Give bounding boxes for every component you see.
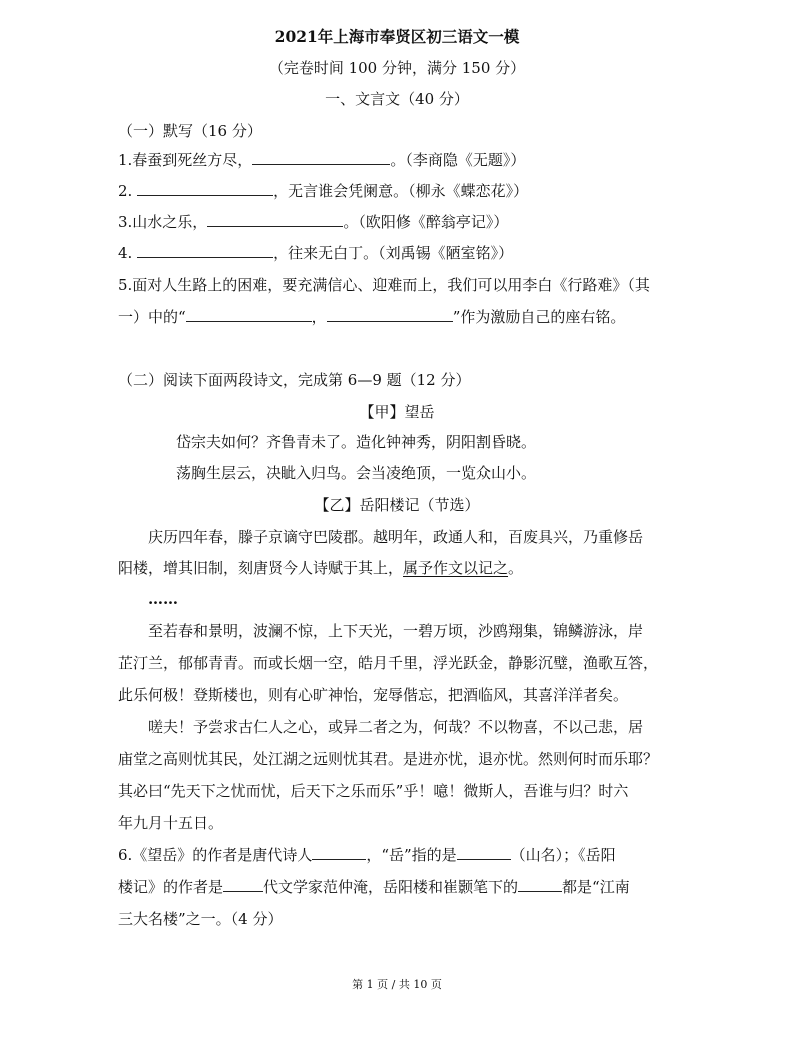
answer-blank[interactable]	[312, 845, 366, 860]
question-2-number: 2.	[118, 182, 138, 200]
question-6-text-e: 代文学家范仲淹，岳阳楼和崔颢笔下的	[263, 878, 519, 896]
text-yi-p3-line4: 年九月十五日。	[118, 814, 224, 832]
text-yi-p2-line1: 至若春和景明，波澜不惊，上下天光，一碧万顷，沙鸥翔集，锦鳞游泳，岸	[148, 622, 644, 640]
poem-jia-line2: 荡胸生层云，决眦入归鸟。会当凌绝顶，一览众山小。	[176, 464, 537, 482]
question-5-lead: 一）中的“	[118, 308, 186, 326]
question-1	[118, 150, 525, 170]
question-4-text: ，往来无白丁。（刘禹锡《陋室铭》）	[273, 244, 514, 262]
answer-blank[interactable]	[207, 212, 343, 227]
question-6-line2	[118, 877, 630, 897]
question-3-source: 。（欧阳修《醉翁亭记》）	[343, 213, 509, 231]
text-yi-p1-line2	[118, 558, 523, 578]
ellipsis: ……	[148, 590, 178, 608]
part1-heading: （一）默写（16 分）	[118, 122, 262, 140]
answer-blank[interactable]	[186, 307, 312, 322]
question-1-text: 1.春蚕到死丝方尽，	[118, 151, 253, 169]
text-yi-p1-line1: 庆历四年春，滕子京谪守巴陵郡。越明年，政通人和，百废具兴，乃重修岳	[148, 528, 644, 546]
poem-jia-line1: 岱宗夫如何？齐鲁青未了。造化钟神秀，阴阳割昏晓。	[176, 433, 537, 451]
underlined-sentence: 属予作文以记之	[403, 559, 509, 577]
answer-blank[interactable]	[137, 243, 273, 258]
question-6-line3: 三大名楼”之一。（4 分）	[118, 910, 283, 928]
answer-blank[interactable]	[223, 877, 263, 892]
question-4-number: 4.	[118, 244, 138, 262]
question-6-line1	[118, 845, 616, 865]
exam-subtitle: （完卷时间 100 分钟，满分 150 分）	[268, 59, 526, 77]
exam-title: 2021年上海市奉贤区初三语文一模	[274, 27, 520, 46]
answer-blank[interactable]	[137, 181, 273, 196]
question-6-text-c: （山名）；《岳阳	[510, 846, 616, 864]
question-6-text-a: 6.《望岳》的作者是唐代诗人	[118, 846, 313, 864]
answer-blank[interactable]	[457, 845, 511, 860]
answer-blank[interactable]	[518, 877, 562, 892]
question-3-text: 3.山水之乐，	[118, 213, 208, 231]
text-yi-p3-line2: 庙堂之高则忧其民，处江湖之远则忧其君。是进亦忧，退亦忧。然则何时而乐耶？	[118, 750, 659, 768]
answer-blank[interactable]	[327, 307, 453, 322]
text-yi-p2-line2: 芷汀兰，郁郁青青。而或长烟一空，皓月千里，浮光跃金，静影沉璧，渔歌互答，	[118, 654, 659, 672]
question-4	[118, 243, 513, 263]
text-yi-p3-line1: 嗟夫！予尝求古仁人之心，或异二者之为，何哉？不以物喜，不以己悲，居	[148, 718, 644, 736]
question-3	[118, 212, 508, 232]
question-6-text-d: 楼记》的作者是	[118, 878, 224, 896]
question-6-text-f: 都是“江南	[562, 878, 630, 896]
question-2	[118, 181, 528, 201]
text-yi-p1-line2-start: 阳楼，增其旧制，刻唐贤今人诗赋于其上，	[118, 559, 404, 577]
question-5-line2	[118, 307, 625, 327]
section-heading: 一、文言文（40 分）	[325, 90, 469, 108]
text-yi-p2-line3: 此乐何极！登斯楼也，则有心旷神怡，宠辱偕忘，把酒临风，其喜洋洋者矣。	[118, 686, 629, 704]
page-footer: 第 1 页 / 共 10 页	[352, 978, 442, 991]
question-1-source: 。（李商隐《无题》）	[390, 151, 526, 169]
answer-blank[interactable]	[252, 150, 390, 165]
text-yi-title: 【乙】岳阳楼记（节选）	[314, 496, 480, 514]
question-5-comma: ，	[311, 308, 327, 326]
question-5-line1: 5.面对人生路上的困难，要充满信心、迎难而上，我们可以用李白《行路难》（其	[118, 276, 650, 294]
question-2-text: ，无言谁会凭阑意。（柳永《蝶恋花》）	[273, 182, 529, 200]
question-5-tail: ”作为激励自己的座右铭。	[452, 308, 626, 326]
text-yi-p1-line2-end: 。	[508, 559, 524, 577]
poem-jia-title: 【甲】望岳	[359, 403, 435, 421]
question-6-text-b: ，“岳”指的是	[366, 846, 457, 864]
part2-heading: （二）阅读下面两段诗文，完成第 6—9 题（12 分）	[118, 371, 471, 389]
text-yi-p3-line3: 其必曰“先天下之忧而忧，后天下之乐而乐”乎！噫！微斯人，吾谁与归？时六	[118, 782, 629, 800]
